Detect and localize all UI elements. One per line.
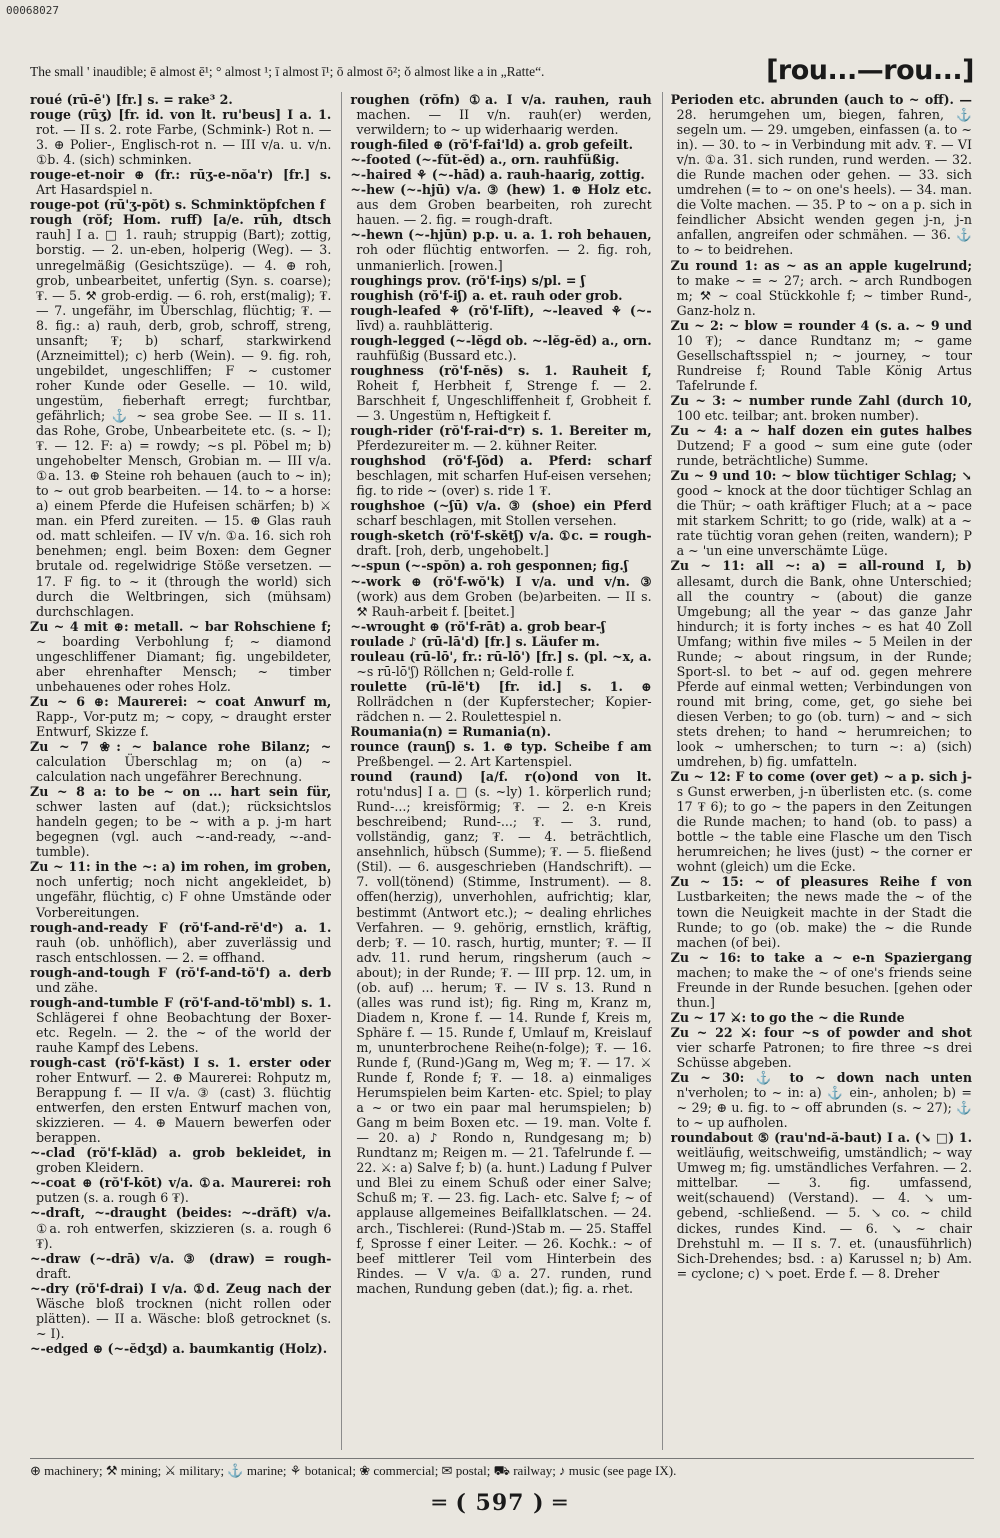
dictionary-entry: rouge-et-noir ⊕ (fr.: rūʒ-e-nŏa'r) [fr.] s. Art Hasardspiel n. <box>30 167 332 198</box>
dictionary-entry: Zu ~ 22 ⚔: four ~s of powder and shot vier scharfe Patronen; to fire three ~s drei Schüsse abgeben. <box>670 1024 972 1070</box>
dictionary-entry: ~-work ⊕ (rŏ'f-wŏ'k) I v/a. und v/n. ③ (work) aus dem Groben (be)arbeiten. — II s. ⚒ Rauh-arbeit f. [beitet.] <box>350 573 652 619</box>
dictionary-entry: ~-haired ⚘ (~-hād) a. rauh-haarig, zottig. <box>350 167 645 183</box>
pronunciation-note: The small ' inaudible; ē almost ē¹; ° almost ¹; ī almost ī¹; ō almost ō²; ŏ almost like a in „Ratte“. <box>30 64 545 79</box>
dictionary-entry: Zu ~ 11: all ~: a) = all-round I, b) allesamt, durch die Bank, ohne Unterschied; all the country ~ (about) die ganze Umgebung; all the year ~ das ganze Jahr hindurch; it is forty inches ~ es hat 40 Zoll Umfang; within five miles ~ 5 Meilen in der Runde; ~ about ringsum, in der Runde; Sport-sl. to bet ~ auf od. gegen mehrere Pferde auf einmal wetten; Verbindungen von round mit bring, come, get, go siehe bei diesen Verben; to go (ob. turn) ~ and ~ sich stets drehen; to hand ~ herumreichen; to look ~ umherschen; to turn ~: a) (sich) umdrehen, b) fig. umfatteln. <box>670 558 972 770</box>
dictionary-entry: round (raund) [a/f. r(o)ond von lt. rotu'ndus] I a. □ (s. ~ly) 1. körperlich rund; Rund-...; kreisförmig; ₮. — 2. e-n Kreis beschreibend; Rund-...; ₮. — 3. rund, vollständig, ganz; ₮. — 4. beträchtlich, ansehnlich, hübsch (Summe); ₮. — 5. fließend (Stil). — 6. ausgeschrieben (Handschrift). — 7. voll(tönend) (Stimme, Instrument). — 8. offen(herzig), unverhohlen, aufrichtig; klar, bestimmt (Antwort etc.); ~ dealing ehrliches Verfahren. — 9. gehörig, ernstlich, kräftig, derb; ₮. — 10. rasch, hurtig, munter; ₮. — II adv. 11. rund herum, ringsherum (auch ~ about); in der Runde; ₮. — III prp. 12. um, in (ob. auf) ... herum; ₮. — IV s. 13. Rund n (alles was rund ist); fig. Ring m, Kranz m, Diadem n, Krone f. — 14. Runde f, Kreis m, Sphäre f. — 15. Runde f, Umlauf m, Kreislauf m, ununterbrochene Reihe(n-folge); ₮. — 16. Runde f, (Rund-)Gang m, Weg m; ₮. — 17. ⚔ Runde f, Ronde f; ₮. — 18. a) einmaliges Herumspielen beim Karten- etc. Spiel; to play a ~ or two ein paar mal herumspielen; b) Gang m beim Boxen etc. — 19. man. Volte f. — 20. a) ♪ Rondo n, Rundgesang m; b) Rundtanz m; Reigen m. — 21. Tafelrunde f. — 22. ⚔: a) Salve f; b) (a. hunt.) Ladung f Pulver und Blei zu einem Schuß oder einer Salve; Schuß m; ₮. — 23. fig. Lach- etc. Salve f; ~ of applause allgemeines Beifallklatschen. — 24. arch., Tischlerei: (Rund-)Stab m. — 25. Staffel f, Sprosse f einer Leiter. — 26. Kochk.: ~ of beef mittlerer Teil vom Hinterbein des Rindes. — V v/a. ①a. 27. runden, rund machen, Rundung geben (dat.); fig. a. rhet. <box>350 769 652 1296</box>
dictionary-entry: Zu ~ 7 ❀: ~ balance rohe Bilanz; ~ calculation Überschlag m; on (a) ~ calculation nach ungefährer Berechnung. <box>30 739 332 785</box>
dictionary-entry: Zu round 1: as ~ as an apple kugelrund; to make ~ = ~ 27; arch. ~ arch Rundbogen m; ⚒ ~ coal Stückkohle f; ~ timber Rund-, Ganz-holz n. <box>670 257 972 318</box>
dictionary-entry: rough (rŏf; Hom. ruff) [a/e. rūh, dtsch rauh] I a. □ 1. rauh; struppig (Bart); zottig, borstig. — 2. un-eben, holperig (Weg). — 3. unregelmäßig (Gesichtszüge). — 4. ⊕ roh, grob, unbearbeitet, unfertig (Syn. s. coarse); ₮. — 5. ⚒ grob-erdig. — 6. roh, erst(malig); ₮. — 7. ungefähr, im Überschlag, flüchtig; ₮. — 8. fig.: a) rauh, derb, grob, schroff, streng, unsanft; ₮; b) scharf, starkwirkend (Arzneimittel); c) herb (Wein). — 9. fig. roh, ungebildet, ungeschliffen; F ~ customer roher Kunde oder Geselle. — 10. wild, ungestüm, fieberhaft erregt; furchtbar, gefährlich; ⚓ ~ sea grobe See. — II s. 11. das Rohe, Grobe, Unbearbeitete etc. (s. ~ I); ₮. — 12. F: a) = rowdy; ~s pl. Pöbel m; b) ungehobelter Mensch, Grobian m. — III v/a. ①a. 13. ⊕ Steine roh behauen (auch to ~ in); to ~ out grob bearbeiten. — 14. to ~ a horse: a) einem Pferde die Hufeisen schärfen; b) ⚔ man. ein Pferd zureiten. — 15. ⊕ Glas rauh od. matt schleifen. — IV v/n. ①a. 16. sich roh benehmen; engl. beim Boxen: dem Gegner brutale od. regelwidrige Stöße versetzen. — 17. F fig. to ~ it (through the world) sich durch die Weltbringen, sich (mühsam) durchschlagen. <box>30 212 332 619</box>
dictionary-entry: rough-and-ready F (rŏ'f-and-rĕ'dᵉ) a. 1. rauh (ob. unhöflich), aber zuverlässig und rasch entschlossen. — 2. = offhand. <box>30 919 332 965</box>
dictionary-entry: roundabout ⑤ (rau'nd-ă-baut) I a. (↘ □) 1. weitläufig, weitschweifig, umständlich; ~ way Umweg m; fig. umständliches Verfahren. — 2. mittelbar. — 3. fig. umfassend, weit(schauend) (Verstand). — 4. ↘ um-gebend, -schließend. — 5. ↘ co. ~ child dickes, rundes Kind. — 6. ↘ ~ chair Drehstuhl m. — II s. 7. et. (unausführlich) Sich-Drehendes; bsd. : a) Karussel n; b) Am. = cyclone; c) ↘ poet. Erde f. — 8. Dreher <box>670 1130 972 1281</box>
dictionary-entry: Roumania(n) = Rumania(n). <box>350 723 551 739</box>
dictionary-entry: Zu ~ 30: ⚓ to ~ down nach unten n'verholen; to ~ in: a) ⚓ ein-, anholen; b) = ~ 29; ⊕ u. fig. to ~ off abrunden (s. ~ 27); ⚓ to ~ up aufholen. <box>670 1070 972 1131</box>
dictionary-entry: ~-coat ⊕ (rŏ'f-kōt) v/a. ①a. Maurerei: roh putzen (s. a. rough 6 ₮). <box>30 1175 332 1206</box>
dictionary-entry: Zu ~ 11: in the ~: a) im rohen, im groben, noch unfertig; noch nicht angekleidet, b) ungefähr, flüchtig, c) F ohne Umstände oder Vorbereitungen. <box>30 859 332 920</box>
dictionary-entry: Zu ~ 6 ⊕: Maurerei: ~ coat Anwurf m, Rapp-, Vor-putz m; ~ copy, ~ draught erster Entwurf, Skizze f. <box>30 693 332 739</box>
dictionary-entry: roughen (rŏfn) ①a. I v/a. rauhen, rauh machen. — II v/n. rauh(er) werden, verwildern; to ~ up widerhaarig werden. <box>350 92 652 138</box>
column-2 <box>341 92 651 1450</box>
dictionary-entry: Zu ~ 9 und 10: ~ blow tüchtiger Schlag; ↘ good ~ knock at the door tüchtiger Schlag an die Thür; ~ oath kräftiger Fluch; at a ~ pace mit starkem Schritt; to go (ride, walk) at a ~ rate tüchtig voran gehen (reiten, wandern); P a ~ 'un eine unverschämte Lüge. <box>670 468 972 559</box>
dictionary-entry: roughness (rŏ'f-nĕs) s. 1. Rauheit f, Roheit f, Herbheit f, Strenge f. — 2. Barschheit f, Ungeschliffenheit f, Grobheit f. — 3. Ungestüm n, Heftigkeit f. <box>350 362 652 423</box>
symbol-legend: ⊕ machinery; ⚒ mining; ⚔ military; ⚓ marine; ⚘ botanical; ❀ commercial; ✉ postal; ⛟ railway; ♪ music (see page IX). <box>30 1458 974 1481</box>
dictionary-entry: rough-rider (rŏ'f-rai-dᵉr) s. 1. Bereiter m, Pferdezureiter m. — 2. kühner Reiter. <box>350 423 652 454</box>
dictionary-entry: rough-legged (~-lĕgd ob. ~-lĕg-ĕd) a., orn. rauhfüßig (Bussard etc.). <box>350 332 652 363</box>
dictionary-entry: rouge (rūʒ) [fr. id. von lt. ru'beus] I a. 1. rot. — II s. 2. rote Farbe, (Schmink-) Rot n. — 3. ⊕ Polier-, Englisch-rot n. — III v/a. u. v/n. ①b. 4. (sich) schminken. <box>30 107 332 168</box>
dictionary-entry: rounce (raunʃ) s. 1. ⊕ typ. Scheibe f am Preßbengel. — 2. Art Kartenspiel. <box>350 739 652 770</box>
dictionary-entry: rouge-pot (rū'ʒ-pŏt) s. Schminktöpfchen f <box>30 197 325 213</box>
dictionary-entry: rouleau (rū-lō', fr.: rū-lō') [fr.] s. (pl. ~x, a. ~s rū-lō'ʃ) Röllchen n; Geld-rolle f. <box>350 648 652 679</box>
dictionary-entry: ~-footed (~-fŭt-ĕd) a., orn. rauhfüßig. <box>350 152 620 168</box>
column-1 <box>30 92 331 1450</box>
column-3 <box>662 92 972 1450</box>
dictionary-entry: Zu ~ 4: a ~ half dozen ein gutes halbes Dutzend; F a good ~ sum eine gute (oder runde, beträchtliche) Summe. <box>670 423 972 469</box>
page-number: ═ ( 597 ) ═ <box>432 1490 568 1516</box>
page-header <box>30 52 974 86</box>
dictionary-entry: rough-and-tough F (rŏ'f-and-tŏ'f) a. derb und zähe. <box>30 964 332 995</box>
dictionary-entry: roughish (rŏ'f-iʃ) a. et. rauh oder grob. <box>350 287 623 303</box>
scan-id: 00068027 <box>6 4 59 17</box>
dictionary-entry: Perioden etc. abrunden (auch to ~ off). — 28. herumgehen um, biegen, fahren, ⚓ segeln um. — 29. umgeben, einfassen (a. to ~ in). — 30. to ~ in Verbindung mit adv. ₮. — VI v/n. ①a. 31. sich runden, rund werden. — 32. die Runde machen oder gehen. — 33. sich umdrehen (= to ~ on one's heels). — 34. man. die Volte machen. — 35. P to ~ on a p. sich in feindlicher Absicht wenden gegen j-n, j-n anfallen, angreifen oder schmähen. — 36. ⚓ to ~ to beidrehen. <box>670 92 972 258</box>
dictionary-entry: Zu ~ 2: ~ blow = rounder 4 (s. a. ~ 9 und 10 ₮); ~ dance Rundtanz m; ~ game Gesellschaftsspiel n; ~ journey, ~ tour Rundreise f; Round Table König Artus Tafelrunde f. <box>670 317 972 393</box>
dictionary-entry: Zu ~ 4 mit ⊕: metall. ~ bar Rohschiene f; ~ boarding Verbohlung f; ~ diamond ungeschliffener Diamant; fig. ungebildeter, aber ehrenhafter Mensch; ~ timber unbehauenes oder rohes Holz. <box>30 618 332 694</box>
dictionary-entry: rough-sketch (rŏ'f-skĕtʃ) v/a. ①c. = rough-draft. [roh, derb, ungehobelt.] <box>350 528 652 559</box>
dictionary-entry: roughings prov. (rŏ'f-iŋs) s/pl. = ʃ <box>350 272 585 288</box>
dictionary-entry: ~-hew (~-hjū) v/a. ③ (hew) 1. ⊕ Holz etc. aus dem Groben bearbeiten, roh zurecht hauen. — 2. fig. = rough-draft. <box>350 182 652 228</box>
dictionary-entry: ~-wrought ⊕ (rŏ'f-rāt) a. grob bear-ʃ <box>350 618 606 634</box>
dictionary-entry: Zu ~ 15: ~ of pleasures Reihe f von Lustbarkeiten; the news made the ~ of the town die Neuigkeit machte in der Stadt die Runde; to go (ob. make) the ~ die Runde machen (of bei). <box>670 874 972 950</box>
dictionary-entry: roué (rū-ē') [fr.] s. = rake³ 2. <box>30 92 233 107</box>
dictionary-entry: Zu ~ 12: F to come (over get) ~ a p. sich j-s Gunst erwerben, j-n überlisten etc. (s. come 17 ₮ 6); to go ~ the papers in den Zeitungen die Runde machen; to hand (ob. to pass) a bottle ~ the table eine Flasche um den Tisch herumreichen; he lives (just) ~ the corner er wohnt (gleich) um die Ecke. <box>670 769 972 875</box>
dictionary-entry: roulette (rū-lĕ't) [fr. id.] s. 1. ⊕ Rollrädchen n (der Kupferstecher; Kopier-rädchen n. — 2. Roulettespiel n. <box>350 678 652 724</box>
dictionary-entry: Zu ~ 8 a: to be ~ on ... hart sein für, schwer lasten auf (dat.); rücksichtslos handeln gegen; to be ~ with a p. j-m hart begegnen (vgl. auch ~-and-ready, ~-and-tumble). <box>30 784 332 860</box>
dictionary-entry: ~-dry (rŏ'f-drai) I v/a. ①d. Zeug nach der Wäsche bloß trocknen (nicht rollen oder plätten). — II a. Wäsche: bloß getrocknet (s. ~ I). <box>30 1280 332 1341</box>
dictionary-entry: Zu ~ 17 ⚔: to go the ~ die Runde <box>670 1009 905 1025</box>
dictionary-entry: rough-filed ⊕ (rŏ'f-fai'ld) a. grob gefeilt. <box>350 137 633 153</box>
dictionary-entry: ~-hewn (~-hjūn) p.p. u. a. 1. roh behauen, roh oder flüchtig entworfen. — 2. fig. roh, unmanierlich. [rowen.] <box>350 227 652 273</box>
dictionary-entry: ~-spun (~-spŏn) a. roh gesponnen; fig.ʃ <box>350 558 628 574</box>
dictionary-entry: ~-draft, ~-draught (beides: ~-drăft) v/a. ①a. roh entwerfen, skizzieren (s. a. rough 6 ₮). <box>30 1205 332 1251</box>
dictionary-entry: rough-cast (rŏ'f-kăst) I s. 1. erster oder roher Entwurf. — 2. ⊕ Maurerei: Rohputz m, Berappung f. — II v/a. ③ (cast) 3. flüchtig entwerfen, den ersten Entwurf machen von, skizzieren. — 4. ⊕ Mauern bewerfen oder berappen. <box>30 1055 332 1146</box>
dictionary-columns <box>30 92 972 1450</box>
dictionary-entry: Zu ~ 3: ~ number runde Zahl (durch 10, 100 etc. teilbar; ant. broken number). <box>670 392 972 423</box>
dictionary-entry: rough-leafed ⚘ (rŏ'f-līft), ~-leaved ⚘ (~-līvd) a. rauhblätterig. <box>350 302 652 333</box>
dictionary-entry: roughshoe (~ʃū) v/a. ③ (shoe) ein Pferd scharf beschlagen, mit Stollen versehen. <box>350 498 652 529</box>
dictionary-entry: ~-clad (rŏ'f-klăd) a. grob bekleidet, in groben Kleidern. <box>30 1145 332 1176</box>
dictionary-entry: roulade ♪ (rū-lā'd) [fr.] s. Läufer m. <box>350 633 600 649</box>
dictionary-entry: rough-and-tumble F (rŏ'f-and-tŏ'mbl) s. 1. Schlägerei f ohne Beobachtung der Boxer- etc. Regeln. — 2. the ~ of the world der rauhe Kampf des Lebens. <box>30 994 332 1055</box>
dictionary-entry: ~-edged ⊕ (~-ĕdʒd) a. baumkantig (Holz). <box>30 1340 328 1356</box>
dictionary-entry: roughshod (rŏ'f-ʃŏd) a. Pferd: scharf beschlagen, mit scharfen Huf-eisen versehen; fig. to ride ~ (over) s. ride 1 ₮. <box>350 453 652 499</box>
dictionary-entry: ~-draw (~-drā) v/a. ③ (draw) = rough-draft. <box>30 1250 332 1281</box>
entry-range: [rou...—rou...] <box>766 55 974 86</box>
dictionary-entry: Zu ~ 16: to take a ~ e-n Spaziergang machen; to make the ~ of one's friends seine Freunde in der Runde besuchen. [gehen oder thun.] <box>670 949 972 1010</box>
